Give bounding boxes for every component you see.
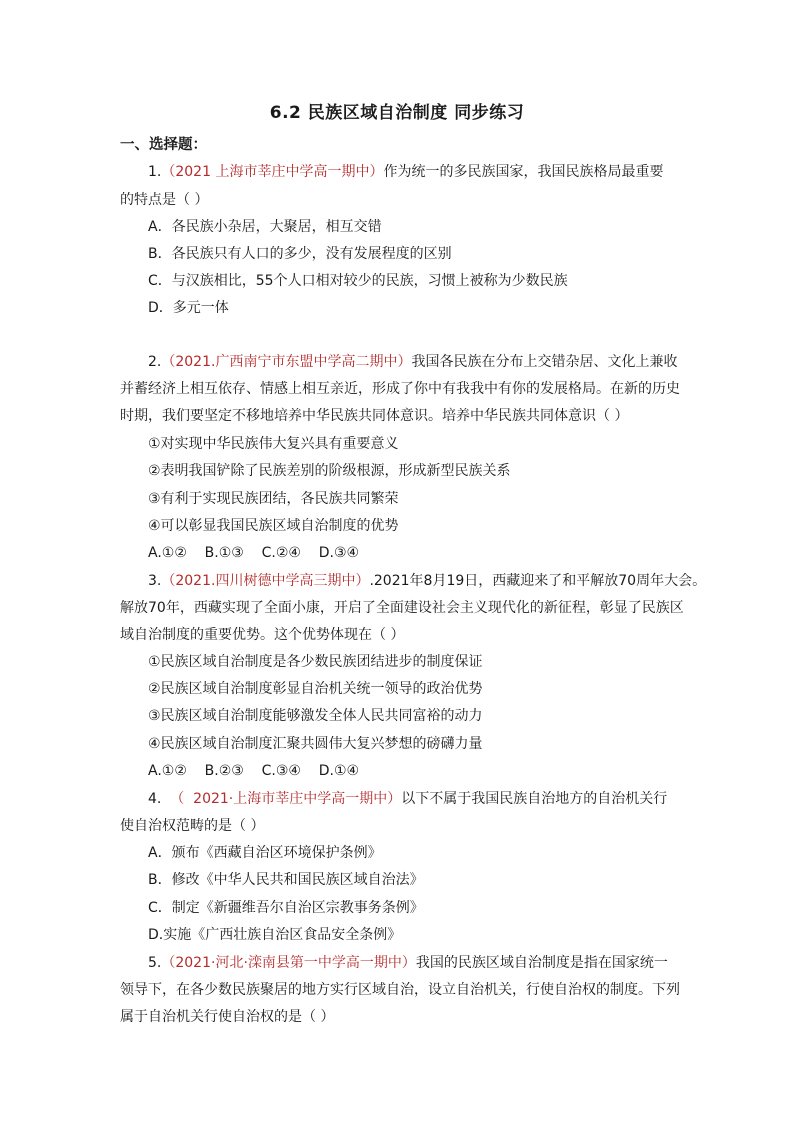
question-2-line-3: 时期，我们要坚定不移地培养中华民族共同体意识。培养中华民族共同体意识（ ） <box>120 408 629 424</box>
question-1-line-2: 的特点是（ ） <box>120 192 209 208</box>
question-4-line-1: 4. （ 2021·上海市莘庄中学高一期中）以下不属于我国民族自治地方的自治机关行 <box>148 791 668 807</box>
question-3-item-1: ①民族区域自治制度是各少数民族团结进步的制度保证 <box>148 654 483 670</box>
document-title: 6.2 民族区域自治制度 同步练习 <box>269 103 525 123</box>
question-2-source: （2021.广西南宁市东盟中学高二期中） <box>161 354 412 370</box>
question-5-line-1: 5.（2021·河北·滦南县第一中学高一期中）我国的民族区域自治制度是指在国家统一 <box>148 955 668 971</box>
question-4-option-d: D.实施《广西壮族自治区食品安全条例》 <box>148 927 402 943</box>
question-1-line-1: 1.（2021 上海市莘庄中学高一期中）作为统一的多民族国家，我国民族格局最重要 <box>148 164 664 180</box>
question-2-answers: A.①② B.①③ C.②④ D.③④ <box>148 545 360 561</box>
question-3-item-3: ③民族区域自治制度能够激发全体人民共同富裕的动力 <box>148 708 483 724</box>
question-4-source: （ 2021·上海市莘庄中学高一期中） <box>170 791 402 807</box>
question-4-option-c: C．制定《新疆维吾尔自治区宗教事务条例》 <box>148 900 424 916</box>
question-4-line-2: 使自治权范畴的是（ ） <box>120 818 265 834</box>
question-3-item-2: ②民族区域自治制度彰显自治机关统一领导的政治优势 <box>148 681 483 697</box>
question-5-line-3: 属于自治机关行使自治权的是（ ） <box>120 1009 335 1025</box>
question-3-line-3: 域自治制度的重要优势。这个优势体现在（ ） <box>120 627 405 643</box>
question-3-item-4: ④民族区域自治制度汇聚共圆伟大复兴梦想的磅礴力量 <box>148 736 483 752</box>
question-3-line-2: 解放70年，西藏实现了全面小康，开启了全面建设社会主义现代化的新征程，彰显了民族区 <box>120 600 684 616</box>
question-1-source: （2021 上海市莘庄中学高一期中） <box>161 164 384 180</box>
question-2-item-1: ①对实现中华民族伟大复兴具有重要意义 <box>148 436 399 452</box>
question-2-item-2: ②表明我国铲除了民族差别的阶级根源，形成新型民族关系 <box>148 463 511 479</box>
question-5-source: （2021·河北·滦南县第一中学高一期中） <box>161 955 416 971</box>
question-2-line-2: 并蓄经济上相互依存、情感上相互亲近，形成了你中有我我中有你的发展格局。在新的历史 <box>120 381 680 397</box>
question-4-option-b: B．修改《中华人民共和国民族区域自治法》 <box>148 872 424 888</box>
question-4-option-a: A．颁布《西藏自治区环境保护条例》 <box>148 845 382 861</box>
question-5-line-2: 领导下，在各少数民族聚居的地方实行区域自治，设立自治机关，行使自治权的制度。下列 <box>120 982 680 998</box>
question-1-option-c: C．与汉族相比，55个人口相对较少的民族，习惯上被称为少数民族 <box>148 273 568 289</box>
question-1-option-b: B．各民族只有人口的多少，没有发展程度的区别 <box>148 246 452 262</box>
section-heading: 一、选择题： <box>120 137 207 153</box>
question-2-item-4: ④可以彰显我国民族区域自治制度的优势 <box>148 518 399 534</box>
question-3-answers: A.①② B.②③ C.③④ D.①④ <box>148 763 360 779</box>
question-1-option-a: A．各民族小杂居，大聚居，相互交错 <box>148 219 382 235</box>
question-1-option-d: D．多元一体 <box>148 300 229 316</box>
question-3-line-1: 3.（2021.四川树德中学高三期中）.2021年8月19日，西藏迎来了和平解放70周年大会。 <box>148 573 707 589</box>
question-2-item-3: ③有利于实现民族团结，各民族共同繁荣 <box>148 491 399 507</box>
question-3-source: （2021.四川树德中学高三期中） <box>161 573 370 589</box>
question-2-line-1: 2.（2021.广西南宁市东盟中学高二期中）我国各民族在分布上交错杂居、文化上兼收 <box>148 354 678 370</box>
